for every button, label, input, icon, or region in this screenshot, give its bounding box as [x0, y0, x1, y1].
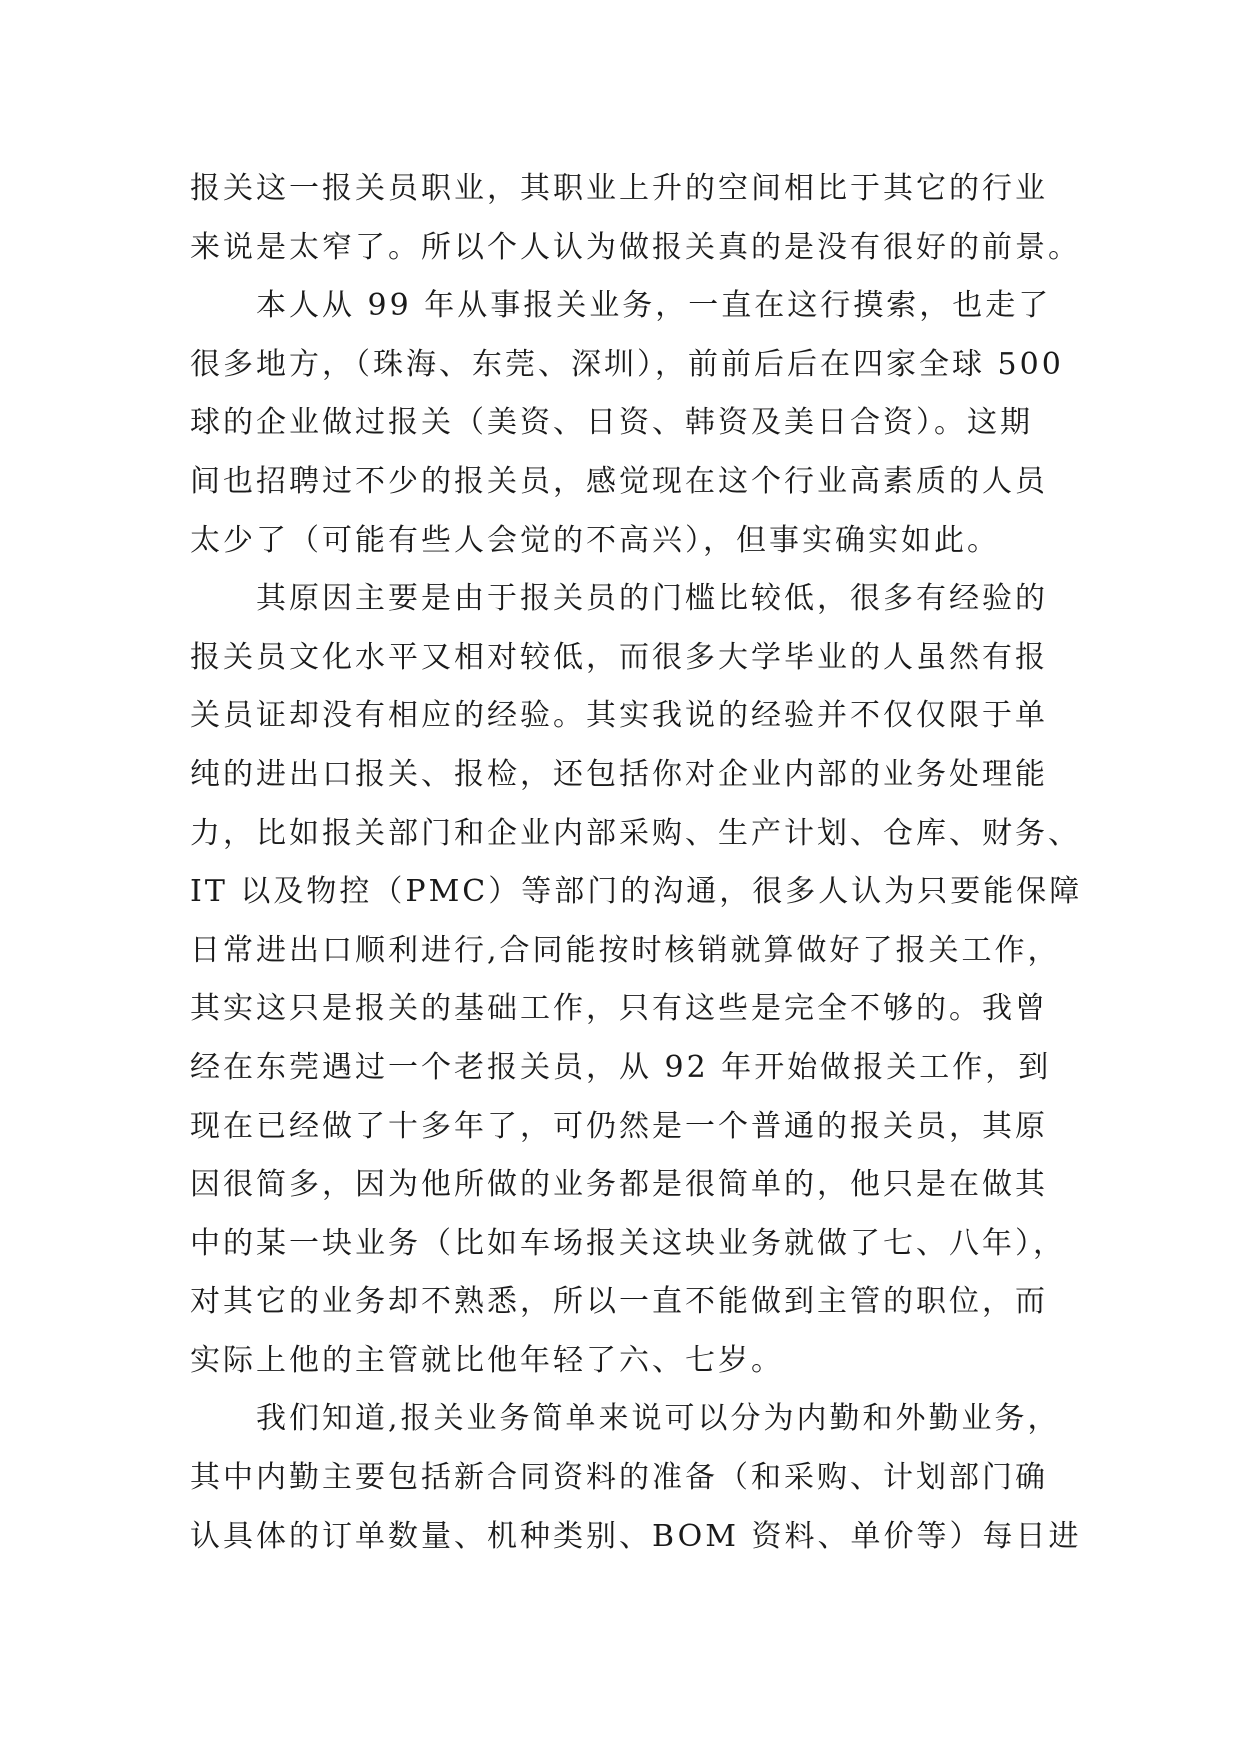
text-line: 球的企业做过报关（美资、日资、韩资及美日合资）。这期: [190, 405, 1033, 441]
text-line: 其实这只是报关的基础工作，只有这些是完全不够的。我曾: [190, 991, 1048, 1027]
paragraph-1: [190, 160, 1081, 277]
text-line: 报关这一报关员职业，其职业上升的空间相比于其它的行业: [190, 171, 1048, 206]
text-line: 间也招聘过不少的报关员，感觉现在这个行业高素质的人员: [190, 463, 1048, 499]
text-line: 我们知道,报关业务简单来说可以分为内勤和外勤业务，: [256, 1401, 1061, 1437]
text-line: 太少了（可能有些人会觉的不高兴），但事实确实如此。: [190, 522, 1000, 558]
text-line: 实际上他的主管就比他年轻了六、七岁。: [190, 1342, 784, 1378]
text-line: 纯的进出口报关、报检，还包括你对企业内部的业务处理能: [190, 756, 1048, 792]
text-line: 报关员文化水平又相对较低，而很多大学毕业的人虽然有报: [190, 639, 1048, 675]
text-line: 来说是太窄了。所以个人认为做报关真的是没有很好的前景。: [190, 229, 1081, 265]
text-line: 其原因主要是由于报关员的门槛比较低，很多有经验的: [256, 581, 1048, 617]
text-line: 认具体的订单数量、机种类别、BOM 资料、单价等）每日进: [190, 1518, 1082, 1554]
paragraph-3: [190, 570, 1083, 1390]
paragraph-2: [190, 277, 1070, 570]
text-line: 很多地方，（珠海、东莞、深圳），前前后后在四家全球 500: [190, 346, 1064, 382]
text-line: 关员证却没有相应的经验。其实我说的经验并不仅仅限于单: [190, 698, 1048, 734]
text-line: 其中内勤主要包括新合同资料的准备（和采购、计划部门确: [190, 1460, 1048, 1496]
document-body: [190, 160, 1083, 1566]
text-line: 本人从 99 年从事报关业务，一直在这行摸索，也走了: [256, 288, 1052, 324]
text-line: 现在已经做了十多年了，可仍然是一个普通的报关员，其原: [190, 1108, 1048, 1144]
text-line: 日常进出口顺利进行,合同能按时核销就算做好了报关工作，: [190, 932, 1061, 968]
text-line: IT 以及物控（PMC）等部门的沟通，很多人认为只要能保障: [190, 874, 1083, 910]
paragraph-4: [190, 1390, 1082, 1566]
text-line: 对其它的业务却不熟悉，所以一直不能做到主管的职位，而: [190, 1284, 1048, 1320]
text-line: 力，比如报关部门和企业内部采购、生产计划、仓库、财务、: [190, 815, 1081, 851]
text-line: 因很简多，因为他所做的业务都是很简单的，他只是在做其: [190, 1167, 1048, 1203]
text-line: 经在东莞遇过一个老报关员，从 92 年开始做报关工作，到: [190, 1049, 1052, 1085]
text-line: 中的某一块业务（比如车场报关这块业务就做了七、八年），: [190, 1225, 1066, 1261]
